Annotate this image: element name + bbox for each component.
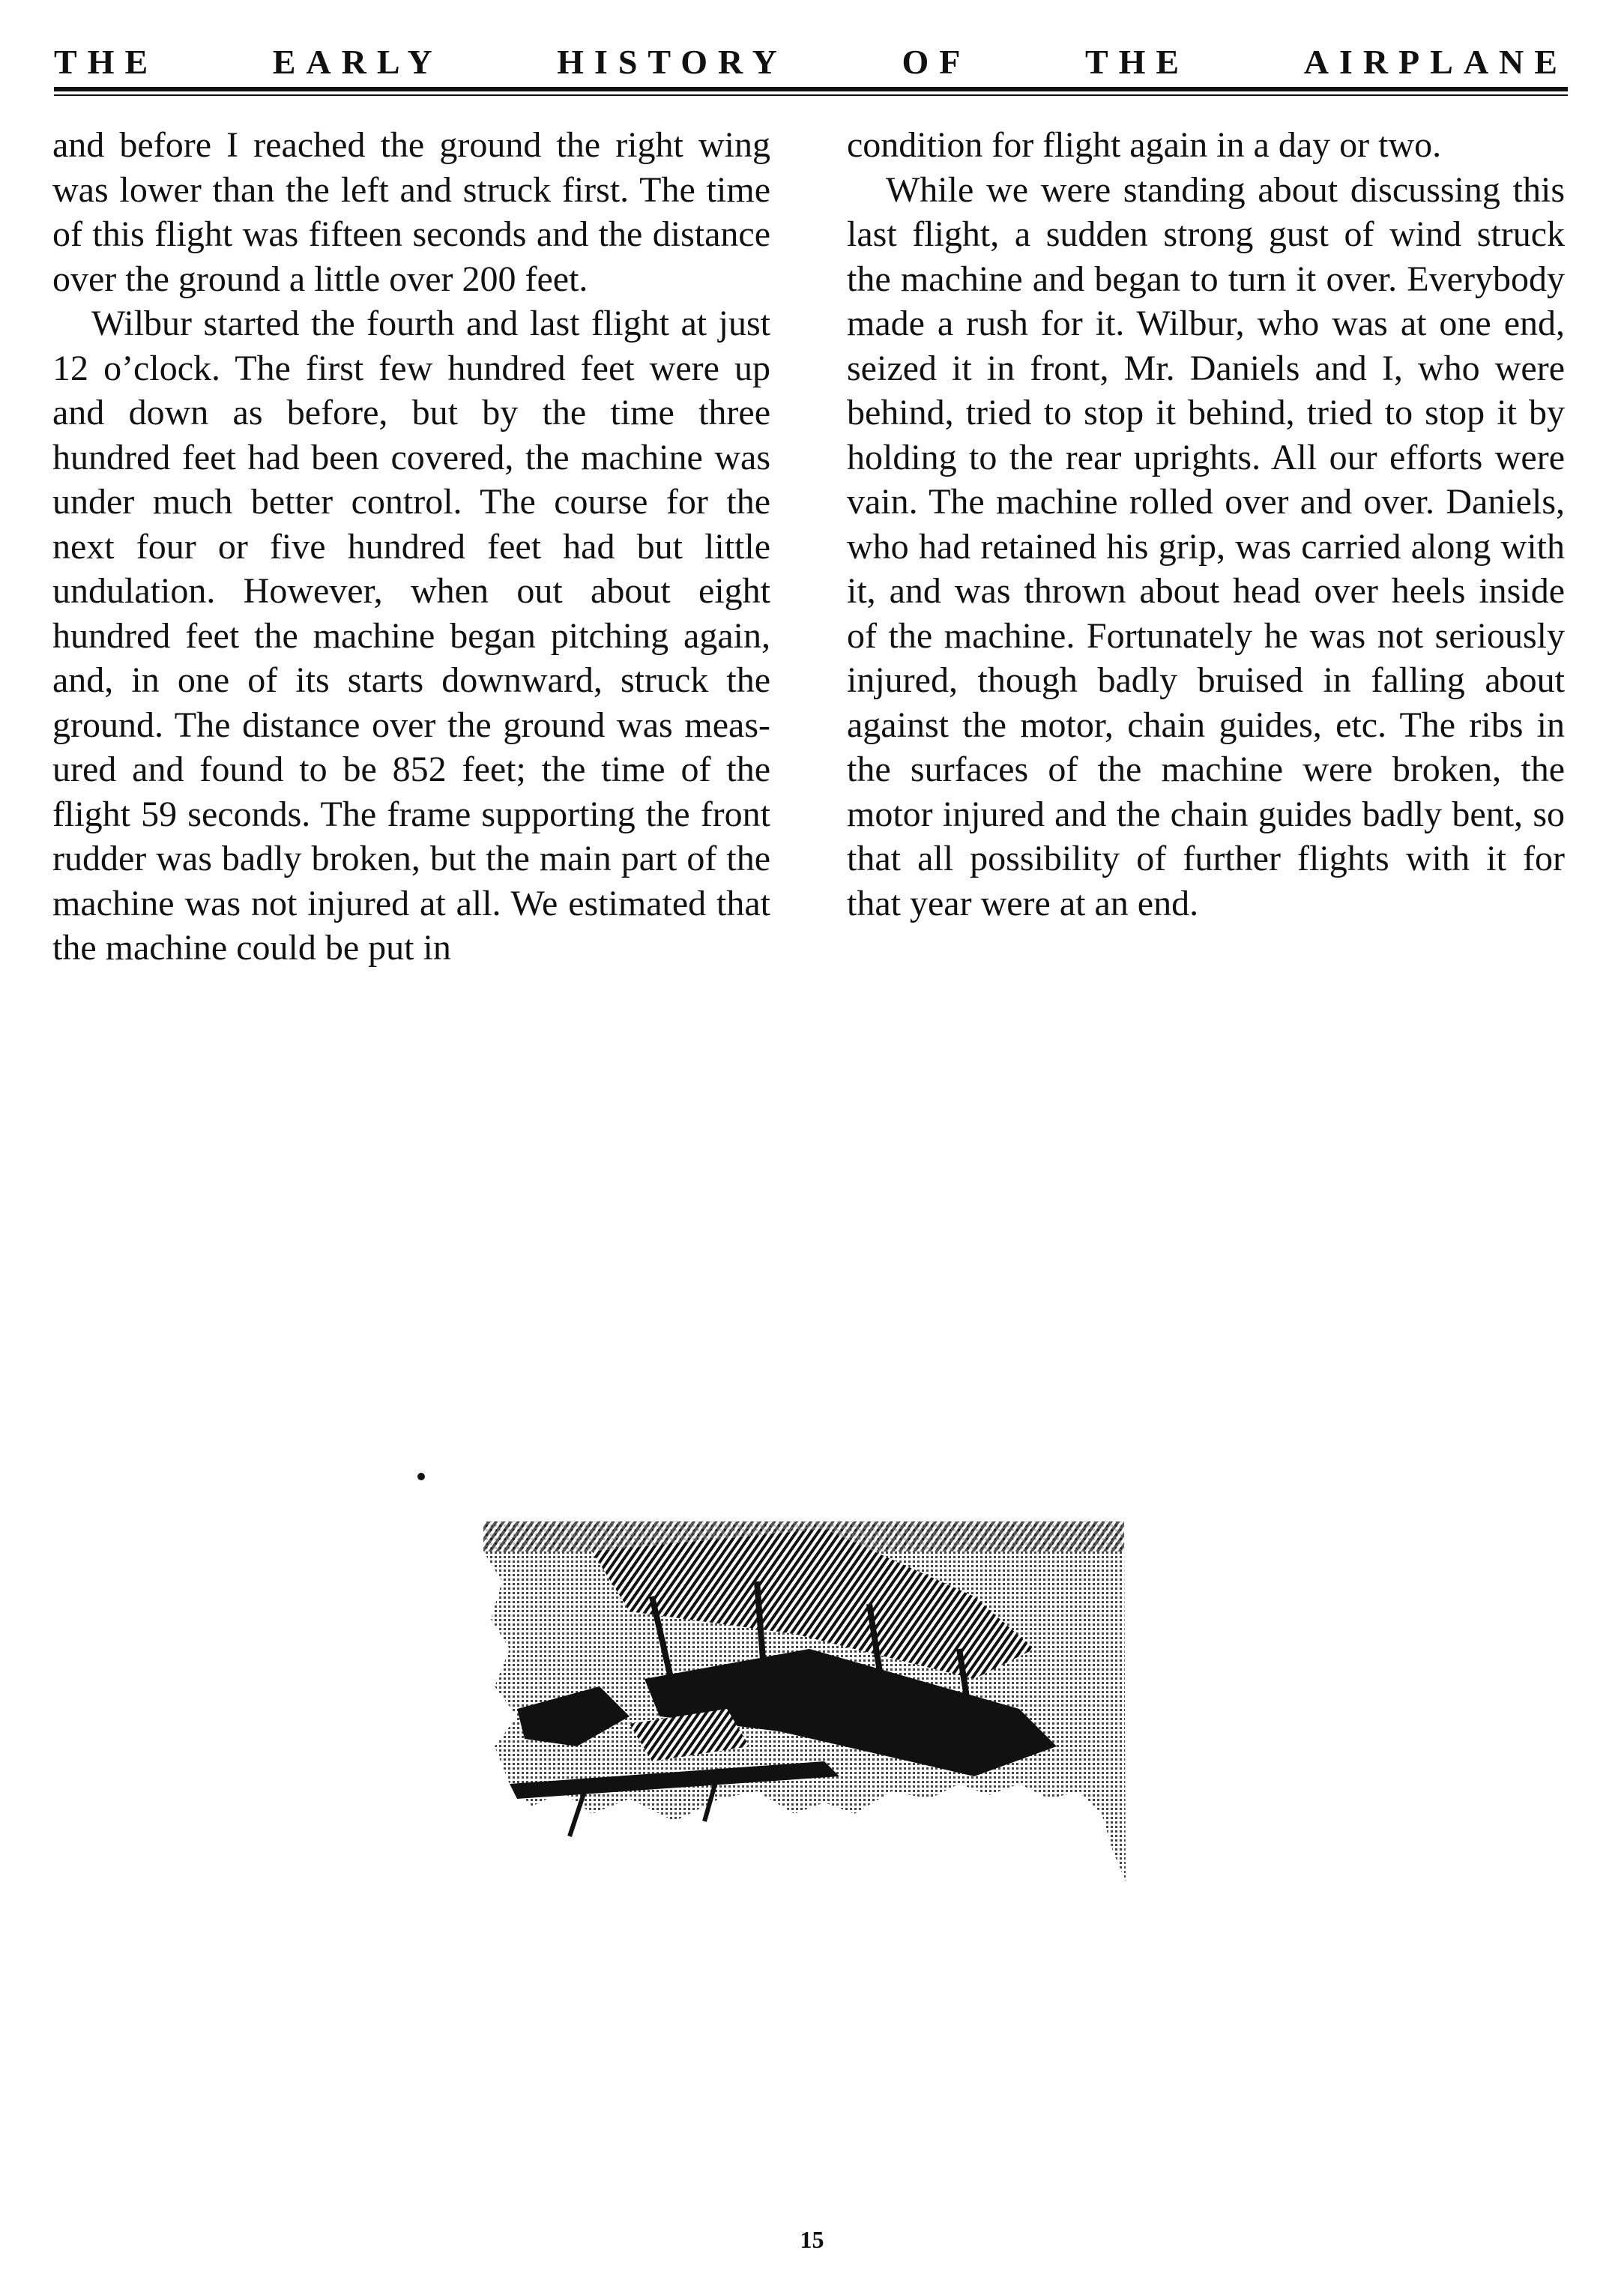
running-head-word: EARLY bbox=[272, 42, 443, 81]
running-head-word: THE bbox=[54, 42, 159, 81]
header-rule-thin bbox=[54, 94, 1568, 96]
right-column bbox=[847, 123, 1565, 926]
paragraph: While we were standing about discussing this last flight, a sudden strong gust of wind struck the machine and began to turn it over. Everybody made a rush for it. Wilbur, who was at one end, seized it in front, Mr. Daniels and I, who were behind, tried to stop it behind, tried to stop it by holding to the rear uprights. All our efforts were vain. The machine rolled over and over. Daniels, who had retained his grip, was carried along with it, and was thrown about head over heels inside of the machine. Fortunately he was not seriously injured, though badly bruised in falling about against the motor, chain guides, etc. The ribs in the surfaces of the machine were broken, the motor injured and the chain guides badly bent, so that all possibility of further flights with it for that year were at an end. bbox=[847, 169, 1565, 923]
paragraph: and before I reached the ground the right wing was lower than the left and struck first. The time of this flight was fifteen seconds and the distance over the ground a little over 200 feet. bbox=[52, 125, 770, 299]
running-head bbox=[54, 39, 1568, 84]
running-head-word: AIRPLANE bbox=[1303, 42, 1568, 81]
running-head-word: THE bbox=[1084, 42, 1190, 81]
header-rule bbox=[54, 87, 1568, 91]
left-column bbox=[52, 123, 770, 971]
running-head-word: OF bbox=[902, 42, 971, 81]
paragraph: Wilbur started the fourth and last flight at just 12 o’clock. The first few hundred feet were up and down as before, but by the time three hundred feet had been covered, the machine was under much better control. The course for the next four or five hundred feet had but little undulation. However, when out about eight hundred feet the machine began pitching again, and, in one of its starts downward, struck the ground. The distance over the ground was measured and found to be 852 feet; the time of the flight 59 seconds. The frame supporting the front rudder was badly broken, but the main part of the machine was not injured at all. We estimated that the machine could be put in bbox=[52, 304, 770, 968]
wrecked-airplane-illustration bbox=[405, 1462, 1154, 1881]
paragraph: condition for flight again in a day or two. bbox=[847, 125, 1442, 165]
running-head-word: HISTORY bbox=[557, 42, 788, 81]
page-number: 15 bbox=[800, 2226, 824, 2253]
